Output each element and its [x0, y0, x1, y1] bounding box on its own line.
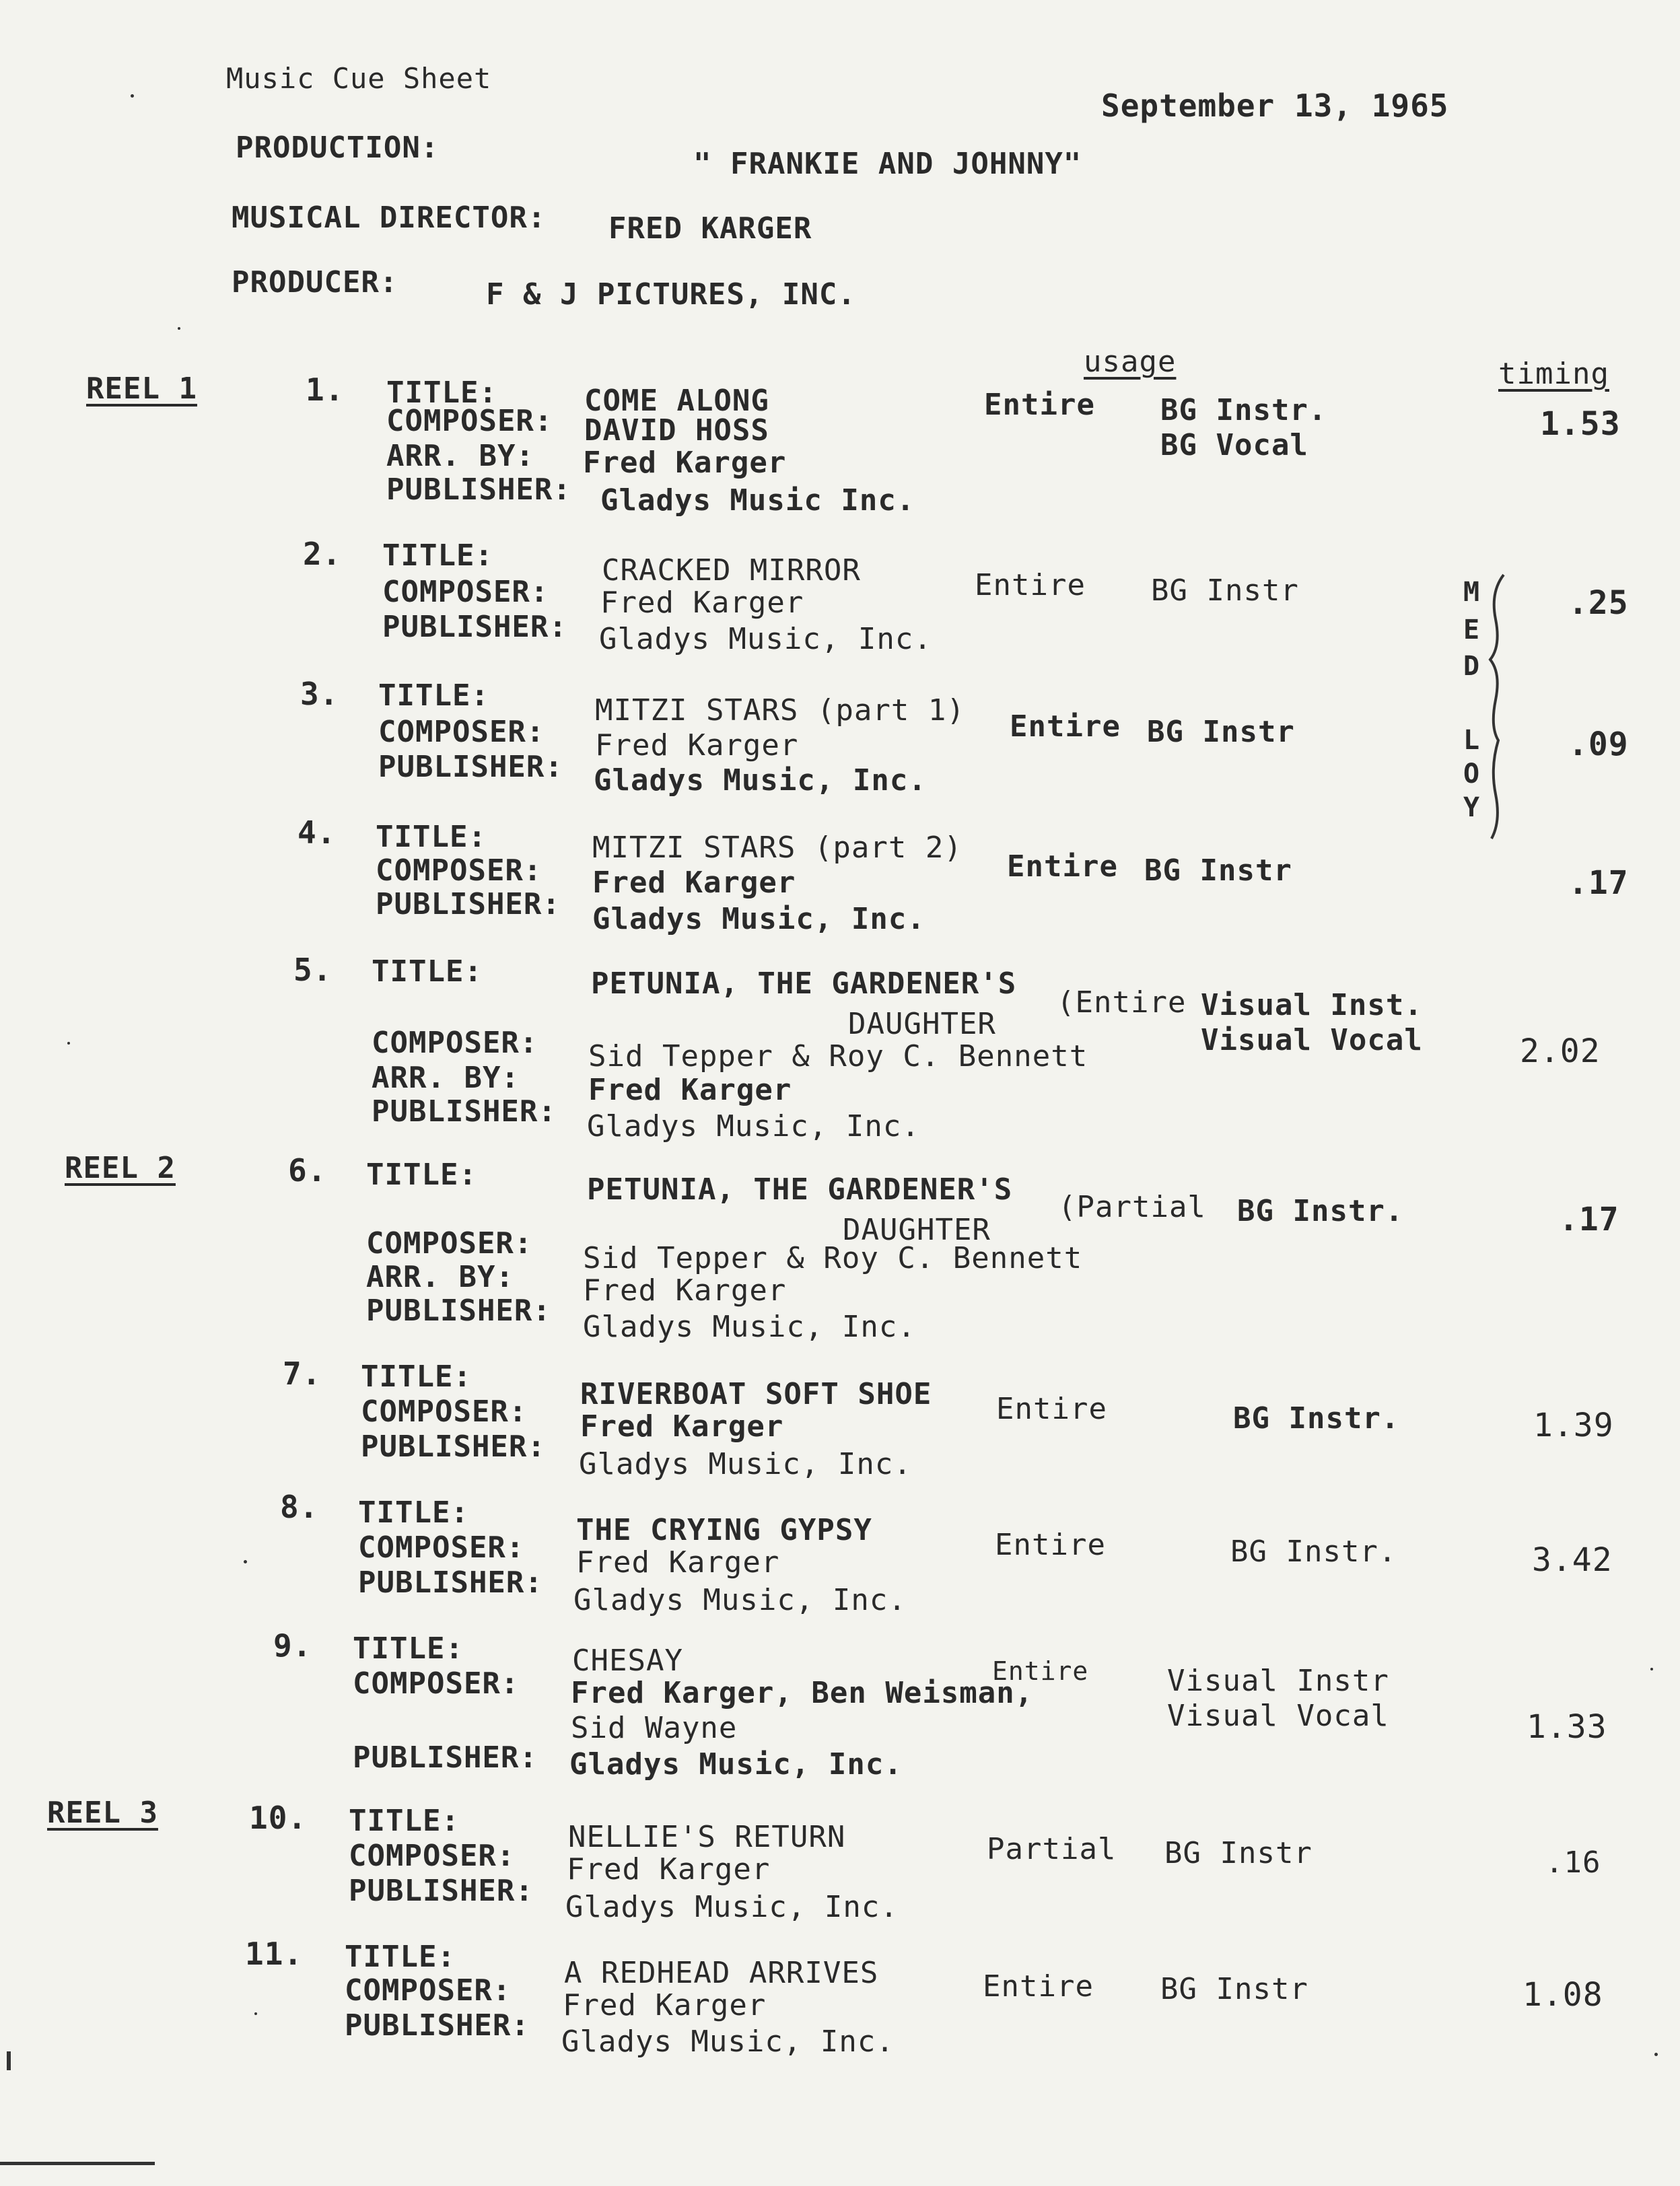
cue-2-number: 2.	[303, 536, 342, 572]
cue-1-title: COME ALONG	[584, 384, 769, 418]
cue-11-publisher: Gladys Music, Inc.	[561, 2024, 895, 2059]
cue-10-number: 10.	[249, 1800, 308, 1836]
producer-label: PRODUCER:	[232, 265, 398, 299]
cue-1-publisher-label: PUBLISHER:	[386, 472, 571, 507]
cue-11-number: 11.	[245, 1936, 304, 1972]
cue-5-title: PETUNIA, THE GARDENER'S	[591, 966, 1017, 1001]
cue-4-publisher-label: PUBLISHER:	[376, 887, 561, 921]
cue-8-composer-label: COMPOSER:	[358, 1530, 525, 1565]
director-value: FRED KARGER	[608, 211, 812, 246]
cue-2-publisher-label: PUBLISHER:	[382, 610, 567, 644]
cue-7-use1: BG Instr.	[1233, 1401, 1400, 1436]
reel-label-3: REEL 3	[47, 1796, 158, 1830]
cue-11-use1: BG Instr	[1160, 1972, 1308, 2006]
margin-tick	[7, 2051, 11, 2070]
cue-2-publisher: Gladys Music, Inc.	[599, 622, 932, 656]
cue-6-arr: Fred Karger	[583, 1273, 787, 1308]
cue-8-usage: Entire	[995, 1528, 1106, 1562]
cue-4-title-label: TITLE:	[376, 820, 487, 854]
cue-1-arr-label: ARR. BY:	[386, 439, 534, 473]
cue-7-composer-label: COMPOSER:	[361, 1395, 528, 1429]
cue-6-publisher: Gladys Music, Inc.	[583, 1310, 916, 1344]
cue-8-title: THE CRYING GYPSY	[576, 1513, 872, 1547]
cue-5-arr-label: ARR. BY:	[372, 1061, 520, 1095]
bottom-rule	[0, 2162, 155, 2165]
cue-7-publisher-label: PUBLISHER:	[361, 1430, 546, 1464]
cue-9-composer: Fred Karger, Ben Weisman,	[571, 1676, 1034, 1710]
cue-9-publisher-label: PUBLISHER:	[353, 1740, 538, 1775]
cue-10-use1: BG Instr	[1164, 1836, 1312, 1870]
cue-7-publisher: Gladys Music, Inc.	[579, 1447, 912, 1481]
cue-5-composer: Sid Tepper & Roy C. Bennett	[588, 1039, 1088, 1073]
cue-5-timing: 2.02	[1520, 1032, 1601, 1070]
cue-3-usage: Entire	[1010, 709, 1121, 744]
cue-6-timing: .17	[1559, 1201, 1619, 1238]
cue-1-usage: Entire	[984, 388, 1095, 422]
cue-2-timing: .25	[1568, 584, 1629, 622]
cue-7-title: RIVERBOAT SOFT SHOE	[580, 1377, 932, 1411]
scan-speck	[1654, 2053, 1658, 2056]
scan-speck	[67, 1042, 70, 1045]
cue-2-composer: Fred Karger	[600, 586, 804, 620]
cue-10-publisher: Gladys Music, Inc.	[565, 1890, 899, 1924]
cue-11-title-label: TITLE:	[345, 1940, 456, 1974]
cue-5-publisher-label: PUBLISHER:	[372, 1094, 557, 1129]
medley-letter-l: L	[1463, 725, 1481, 756]
cue-8-composer: Fred Karger	[576, 1545, 780, 1580]
producer-value: F & J PICTURES, INC.	[486, 277, 856, 312]
cue-11-timing: 1.08	[1523, 1976, 1603, 2014]
cue-4-composer: Fred Karger	[592, 866, 796, 900]
cue-9-number: 9.	[273, 1627, 312, 1664]
scan-speck	[131, 94, 134, 98]
cue-1-arr: Fred Karger	[583, 446, 787, 480]
cue-6-composer-label: COMPOSER:	[366, 1226, 533, 1261]
cue-3-use1: BG Instr	[1147, 715, 1295, 749]
cue-6-usage: (Partial	[1058, 1190, 1206, 1224]
cue-11-title: A REDHEAD ARRIVES	[564, 1956, 879, 1990]
cue-10-composer-label: COMPOSER:	[349, 1839, 516, 1873]
cue-9-title: CHESAY	[572, 1644, 683, 1678]
cue-1-composer-label: COMPOSER:	[386, 404, 553, 438]
cue-10-publisher-label: PUBLISHER:	[349, 1874, 534, 1908]
cue-2-composer-label: COMPOSER:	[382, 575, 549, 609]
cue-3-publisher: Gladys Music, Inc.	[594, 763, 927, 798]
reel-label-2: REEL 2	[65, 1151, 176, 1185]
cue-11-composer-label: COMPOSER:	[345, 1973, 512, 2008]
cue-2-use1: BG Instr	[1151, 573, 1299, 608]
cue-1-composer: DAVID HOSS	[584, 413, 769, 448]
cue-10-timing: .16	[1545, 1845, 1601, 1880]
cue-11-publisher-label: PUBLISHER:	[345, 2008, 530, 2043]
cue-4-title: MITZI STARS (part 2)	[592, 831, 963, 865]
cue-9-usage: Entire	[992, 1656, 1089, 1686]
cue-3-number: 3.	[300, 676, 339, 712]
cue-6-title: PETUNIA, THE GARDENER'S	[587, 1172, 1013, 1207]
medley-letter-m: M	[1463, 577, 1481, 608]
cue-4-usage: Entire	[1007, 849, 1118, 884]
cue-5-publisher: Gladys Music, Inc.	[587, 1109, 920, 1143]
cue-1-title-label: TITLE:	[386, 376, 497, 410]
cue-10-title-label: TITLE:	[349, 1804, 460, 1838]
cue-3-publisher-label: PUBLISHER:	[378, 750, 563, 784]
cue-6-number: 6.	[288, 1152, 327, 1189]
cue-10-title: NELLIE'S RETURN	[568, 1820, 846, 1854]
cue-6-title-cont: DAUGHTER	[843, 1213, 991, 1247]
cue-6-use1: BG Instr.	[1237, 1194, 1404, 1228]
sheet-date: September 13, 1965	[1101, 87, 1449, 124]
cue-1-use1: BG Instr.	[1160, 393, 1327, 427]
cue-10-usage: Partial	[987, 1832, 1117, 1866]
cue-4-number: 4.	[298, 814, 337, 851]
cue-7-timing: 1.39	[1533, 1407, 1614, 1444]
cue-1-publisher: Gladys Music Inc.	[600, 483, 915, 518]
cue-9-composer-label: COMPOSER:	[353, 1666, 520, 1701]
cue-8-timing: 3.42	[1532, 1541, 1613, 1579]
cue-9-timing: 1.33	[1527, 1708, 1607, 1746]
cue-6-title-label: TITLE:	[366, 1158, 477, 1192]
cue-5-usage: (Entire	[1057, 985, 1187, 1020]
cue-7-number: 7.	[283, 1355, 322, 1392]
medley-brace	[1486, 572, 1506, 841]
cue-7-usage: Entire	[996, 1392, 1107, 1426]
sheet-title: Music Cue Sheet	[226, 62, 492, 95]
cue-4-publisher: Gladys Music, Inc.	[592, 902, 925, 936]
medley-letter-y: Y	[1463, 792, 1481, 823]
cue-5-arr: Fred Karger	[588, 1073, 792, 1107]
cue-1-use2: BG Vocal	[1160, 428, 1308, 462]
cue-10-composer: Fred Karger	[567, 1852, 771, 1887]
cue-8-title-label: TITLE:	[358, 1495, 469, 1530]
scan-speck	[244, 1560, 247, 1563]
cue-6-publisher-label: PUBLISHER:	[366, 1294, 551, 1328]
cue-2-usage: Entire	[975, 568, 1086, 602]
medley-letter-e: E	[1463, 614, 1481, 645]
cue-3-composer: Fred Karger	[595, 728, 799, 763]
medley-letter-o: O	[1463, 759, 1481, 789]
cue-2-title: CRACKED MIRROR	[602, 553, 861, 588]
medley-letter-d: D	[1463, 651, 1481, 682]
scan-speck	[254, 2012, 257, 2015]
cue-9-title-label: TITLE:	[353, 1631, 464, 1666]
cue-5-use2: Visual Vocal	[1201, 1023, 1423, 1057]
cue-4-timing: .17	[1568, 864, 1629, 902]
cue-5-use1: Visual Inst.	[1201, 988, 1423, 1022]
usage-column-header: usage	[1084, 345, 1177, 379]
scan-speck	[178, 327, 180, 330]
cue-11-usage: Entire	[983, 1969, 1094, 2004]
cue-11-composer: Fred Karger	[563, 1988, 767, 2022]
cue-3-title: MITZI STARS (part 1)	[595, 693, 965, 728]
cue-9-composer-cont: Sid Wayne	[571, 1711, 738, 1745]
cue-1-number: 1.	[306, 372, 345, 408]
cue-8-publisher: Gladys Music, Inc.	[573, 1583, 907, 1617]
director-label: MUSICAL DIRECTOR:	[232, 201, 547, 235]
cue-6-composer: Sid Tepper & Roy C. Bennett	[583, 1241, 1083, 1275]
production-value: " FRANKIE AND JOHNNY"	[693, 147, 1082, 181]
cue-5-number: 5.	[293, 952, 332, 988]
cue-8-number: 8.	[280, 1489, 319, 1525]
timing-column-header: timing	[1498, 357, 1609, 391]
cue-3-timing: .09	[1568, 726, 1629, 763]
cue-1-timing: 1.53	[1540, 405, 1621, 443]
cue-9-use1: Visual Instr	[1167, 1664, 1389, 1698]
cue-7-title-label: TITLE:	[361, 1360, 472, 1394]
cue-2-title-label: TITLE:	[382, 538, 493, 573]
cue-5-title-cont: DAUGHTER	[848, 1007, 996, 1041]
cue-6-arr-label: ARR. BY:	[366, 1260, 514, 1294]
cue-7-composer: Fred Karger	[580, 1409, 784, 1444]
cue-3-title-label: TITLE:	[378, 678, 489, 713]
cue-9-use2: Visual Vocal	[1167, 1699, 1389, 1733]
scan-speck	[1650, 1668, 1653, 1670]
production-label: PRODUCTION:	[236, 131, 440, 165]
cue-5-composer-label: COMPOSER:	[372, 1026, 538, 1060]
reel-label-1: REEL 1	[86, 372, 197, 406]
cue-3-composer-label: COMPOSER:	[378, 715, 545, 749]
cue-8-use1: BG Instr.	[1230, 1535, 1397, 1569]
cue-4-use1: BG Instr	[1144, 853, 1292, 888]
cue-9-publisher: Gladys Music, Inc.	[569, 1747, 903, 1782]
cue-5-title-label: TITLE:	[372, 954, 483, 989]
cue-4-composer-label: COMPOSER:	[376, 853, 542, 888]
cue-8-publisher-label: PUBLISHER:	[358, 1565, 543, 1600]
